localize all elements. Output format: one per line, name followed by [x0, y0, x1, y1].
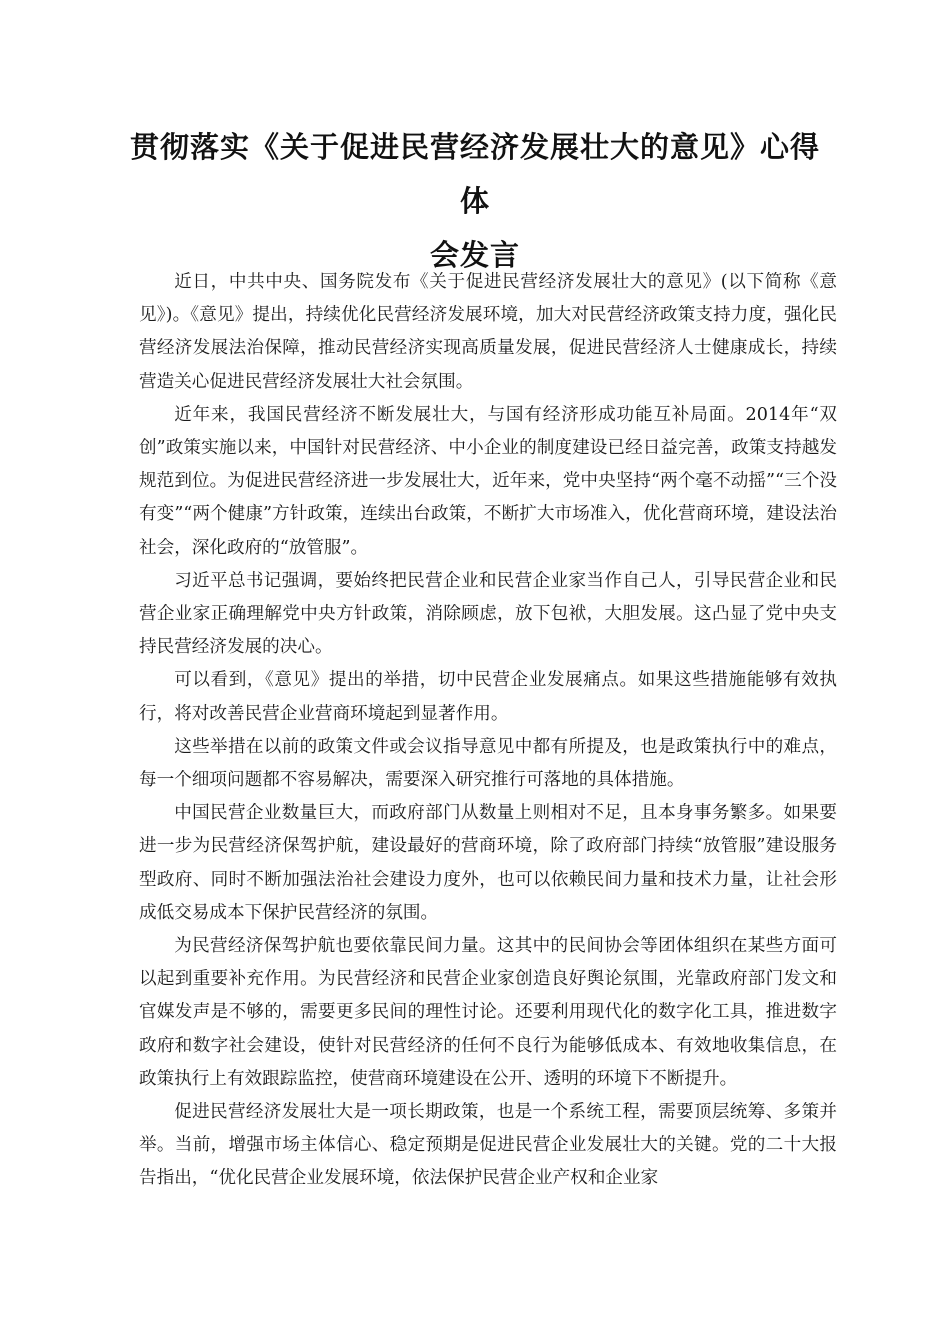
paragraph: 为民营经济保驾护航也要依靠民间力量。这其中的民间协会等团体组织在某些方面可以起到重要补充作用。为民营经济和民营企业家创造良好舆论氛围，光靠政府部门发文和官媒发声是不够的，需要更多民间的理性讨论。还要利用现代化的数字化工具，推进数字政府和数字社会建设，使针对民营经济的任何不良行为能够低成本、有效地收集信息，在政策执行上有效跟踪监控，使营商环境建设在公开、透明的环境下不断提升。	[139, 936, 837, 1089]
title-line-2: 会发言	[429, 238, 520, 272]
paragraph: 习近平总书记强调，要始终把民营企业和民营企业家当作自己人，引导民营企业和民营企业家正确理解党中央方针政策，消除顾虑，放下包袱，大胆发展。这凸显了党中央支持民营经济发展的决心。	[139, 570, 837, 658]
paragraph: 中国民营企业数量巨大，而政府部门从数量上则相对不足，且本身事务繁多。如果要进一步为民营经济保驾护航，建设最好的营商环境，除了政府部门持续“放管服”建设服务型政府、同时不断加强法治社会建设力度外，也可以依赖民间力量和技术力量，让社会形成低交易成本下保护民营经济的氛围。	[139, 803, 837, 923]
paragraph: 促进民营经济发展壮大是一项长期政策，也是一个系统工程，需要顶层统筹、多策并举。当前，增强市场主体信心、稳定预期是促进民营企业发展壮大的关键。党的二十大报告指出，“优化民营企业发展环境，依法保护民营企业产权和企业家	[139, 1102, 837, 1189]
paragraph: 可以看到，《意见》提出的举措，切中民营企业发展痛点。如果这些措施能够有效执行，将对改善民营企业营商环境起到显著作用。	[139, 670, 837, 724]
paragraph: 近年来，我国民营经济不断发展壮大，与国有经济形成功能互补局面。2014年“双创”政策实施以来，中国针对民营经济、中小企业的制度建设已经日益完善，政策支持越发规范到位。为促进民营经济进一步发展壮大，近年来，党中央坚持“两个毫不动摇”“三个没有变”“两个健康”方针政策，连续出台政策，不断扩大市场准入，优化营商环境，建设法治社会，深化政府的“放管服”。	[139, 404, 837, 558]
document-title	[120, 120, 830, 282]
paragraph: 近日，中共中央、国务院发布《关于促进民营经济发展壮大的意见》(以下简称《意见》)。《意见》提出，持续优化民营经济发展环境，加大对民营经济政策支持力度，强化民营经济发展法治保障，推动民营经济实现高质量发展，促进民营经济人士健康成长，持续营造关心促进民营经济发展壮大社会氛围。	[139, 272, 837, 392]
document-body	[139, 266, 837, 1196]
title-line-1: 贯彻落实《关于促进民营经济发展壮大的意见》心得体	[129, 130, 820, 218]
paragraph: 这些举措在以前的政策文件或会议指导意见中都有所提及，也是政策执行中的难点，每一个细项问题都不容易解决，需要深入研究推行可落地的具体措施。	[139, 736, 837, 791]
